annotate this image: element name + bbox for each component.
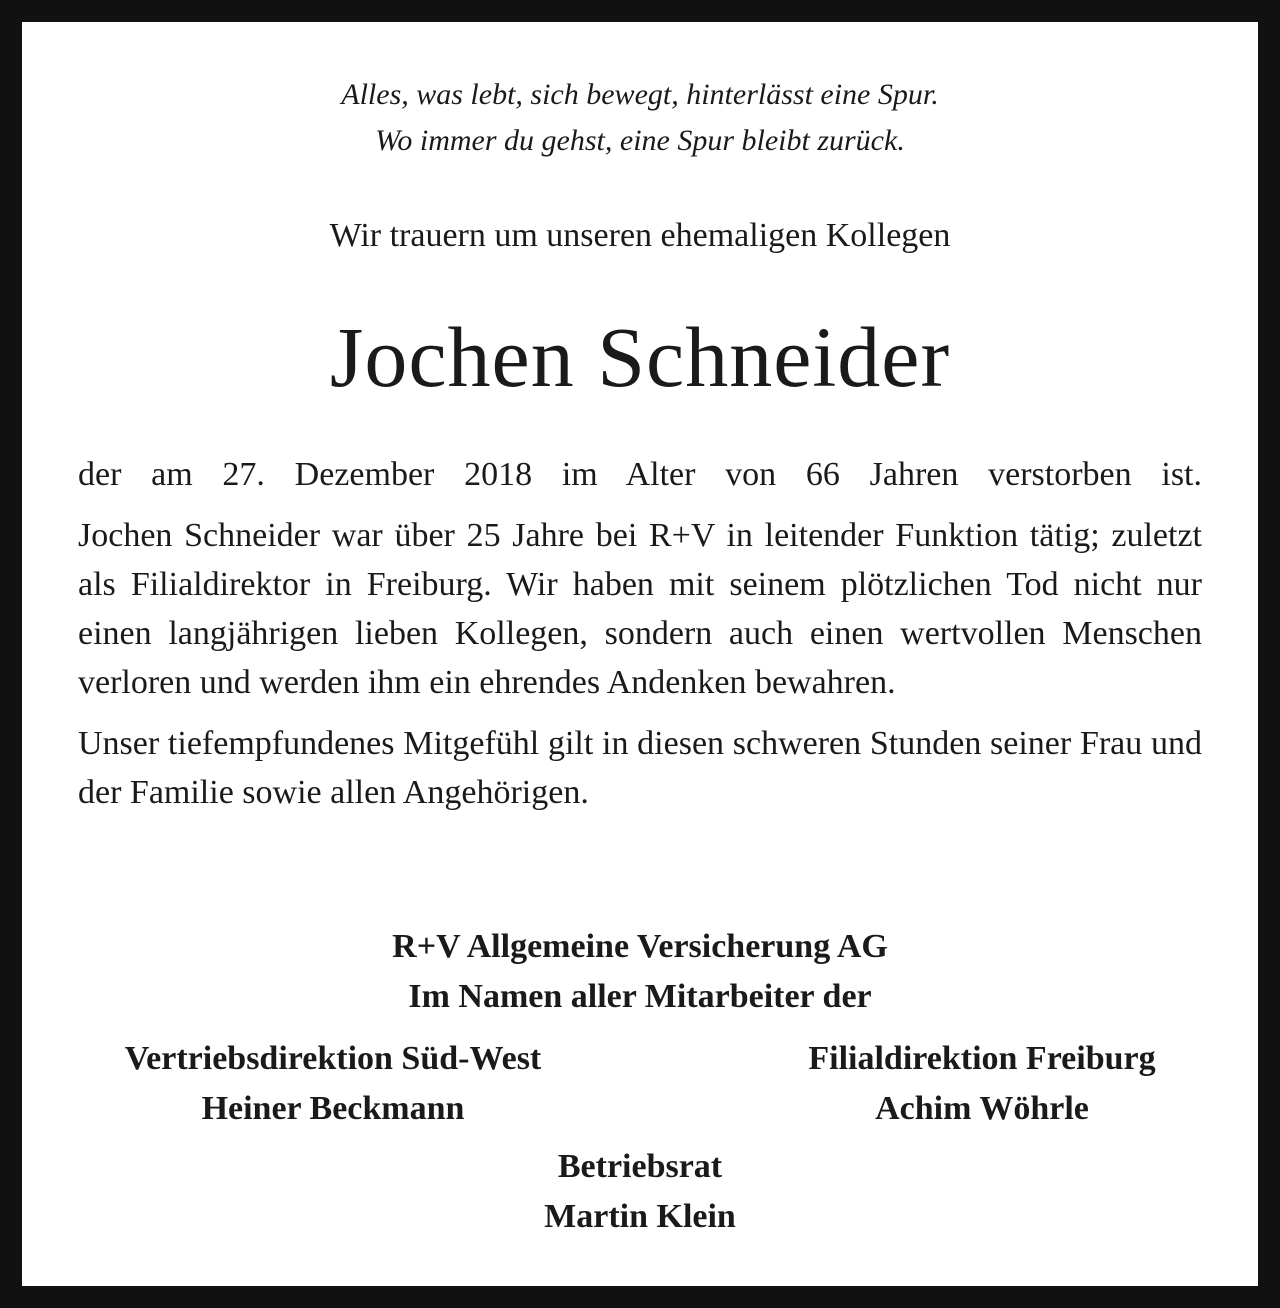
left-unit: Vertriebsdirektion Süd-West bbox=[124, 1040, 542, 1077]
left-person: Heiner Beckmann bbox=[201, 1090, 465, 1127]
signature-company bbox=[22, 922, 1258, 1022]
on-behalf-text: Im Namen aller Mitarbeiter der bbox=[408, 978, 872, 1015]
signature-bottom bbox=[22, 1142, 1258, 1242]
deceased-name: Jochen Schneider bbox=[329, 309, 951, 405]
right-person: Achim Wöhrle bbox=[875, 1090, 1089, 1127]
signature-right bbox=[762, 1034, 1202, 1134]
body-paragraph-3: Unser tiefempfundenes Mitgefühl gilt in diesen schweren Stunden seiner Frau und der Familie sowie allen Angehörigen. bbox=[78, 725, 1202, 811]
notice-body bbox=[78, 450, 1202, 829]
right-unit: Filialdirektion Freiburg bbox=[808, 1040, 1156, 1077]
motto-line-2: Wo immer du gehst, eine Spur bleibt zurück. bbox=[375, 124, 905, 157]
company-name: R+V Allgemeine Versicherung AG bbox=[392, 928, 888, 965]
obituary-notice bbox=[22, 22, 1258, 1286]
bottom-person: Martin Klein bbox=[544, 1198, 736, 1235]
motto-line-1: Alles, was lebt, sich bewegt, hinterlässt eine Spur. bbox=[341, 78, 939, 111]
intro-text: Wir trauern um unseren ehemaligen Kollegen bbox=[329, 217, 951, 254]
signature-left bbox=[78, 1034, 588, 1134]
body-paragraph-2: Jochen Schneider war über 25 Jahre bei R+V in leitender Funktion tätig; zuletzt als Filialdirektor in Freiburg. Wir haben mit seinem plötzlichen Tod nicht nur einen langjährigen lieben Kollegen, sondern auch einen wertvollen Menschen verloren und werden ihm ein ehrendes Andenken bewahren. bbox=[78, 517, 1202, 701]
body-paragraph-1: der am 27. Dezember 2018 im Alter von 66 Jahren verstorben ist. bbox=[78, 456, 1202, 493]
motto bbox=[22, 72, 1258, 164]
bottom-unit: Betriebsrat bbox=[557, 1148, 723, 1185]
